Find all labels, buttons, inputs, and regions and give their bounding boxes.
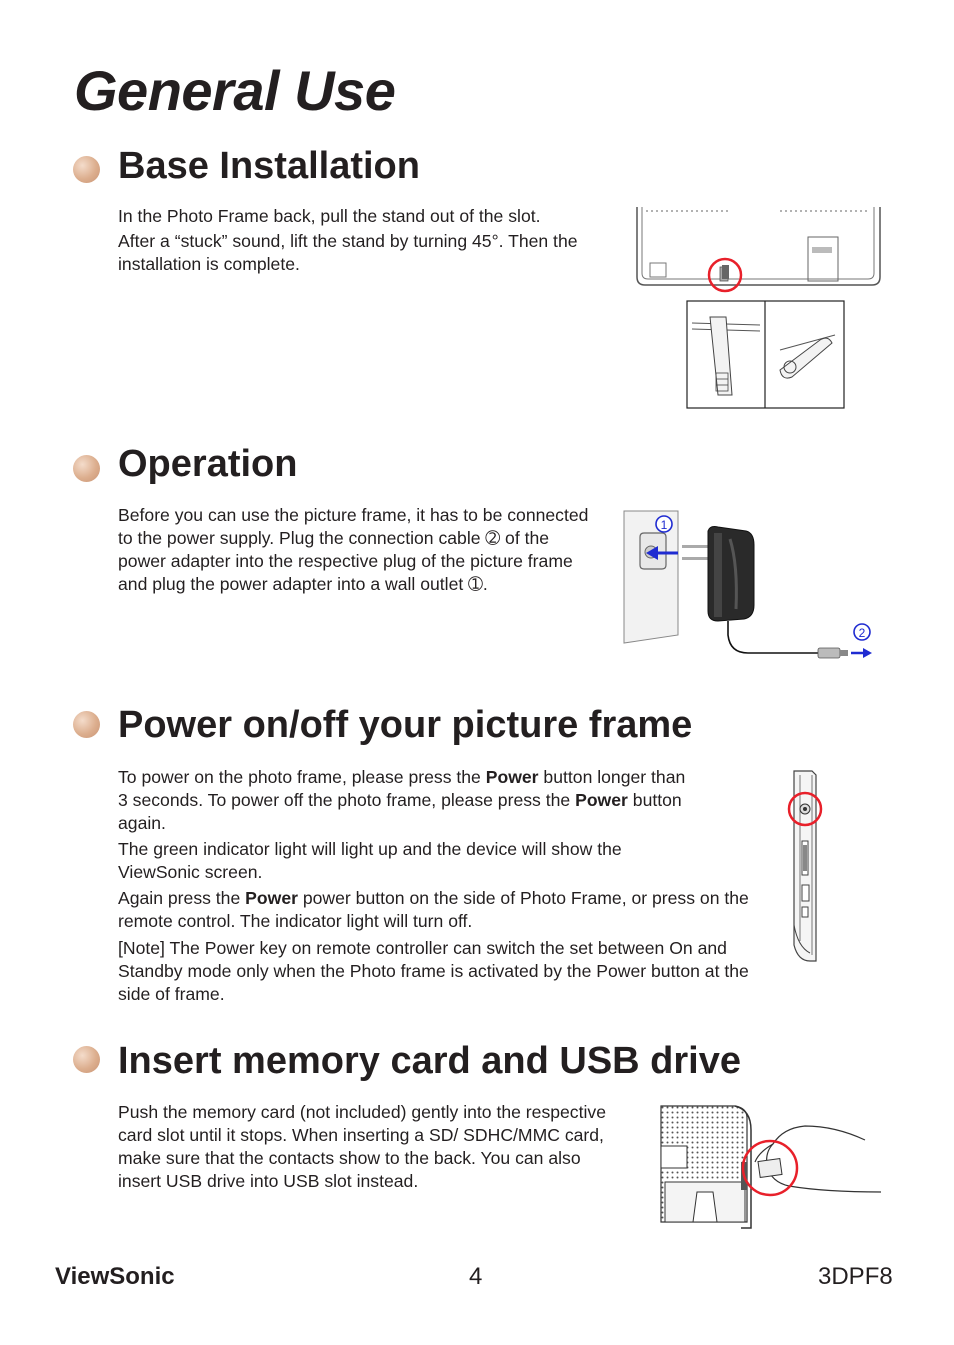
power-note: [Note] The Power key on remote controller can switch the set between On and Standby mode only when the Photo frame is activated by the Power button at the side of frame. [118, 938, 749, 1004]
heading-base-installation: Base Installation [118, 145, 420, 187]
page-title: General Use [74, 59, 396, 122]
power-keyword: Power [485, 767, 539, 787]
base-installation-text-2: After a “stuck” sound, lift the stand by turning 45°. Then the installation is complete. [118, 231, 578, 274]
footer-model: 3DPF8 [818, 1263, 893, 1290]
operation-text: Before you can use the picture frame, it has to be connected to the power supply. Plug the connection cable ➁ of the power adapter into the respective plug of the picture frame and plug the power adapter into a wall outlet ➀. [118, 505, 589, 594]
base-installation-text-1: In the Photo Frame back, pull the stand out of the slot. [118, 206, 541, 226]
power-adapter-illustration [618, 505, 880, 670]
section-bullet [73, 156, 100, 183]
footer-page-number: 4 [469, 1263, 483, 1290]
heading-operation: Operation [118, 443, 298, 485]
power-keyword: Power [245, 888, 298, 908]
heading-insert-memory-card: Insert memory card and USB drive [118, 1040, 741, 1082]
section-bullet [73, 711, 100, 738]
power-text-3: Again press the Power power button on the side of Photo Frame, or press on the remote control. The indicator light will turn off. [118, 888, 749, 931]
section-bullet [73, 455, 100, 482]
power-text-2: The green indicator light will light up and the device will show the ViewSonic screen. [118, 839, 622, 882]
side-power-button-illustration [780, 765, 830, 965]
section-bullet [73, 1046, 100, 1073]
power-keyword: Power [575, 790, 628, 810]
footer-brand: ViewSonic [55, 1263, 175, 1290]
callout-2: 2 [858, 626, 866, 640]
memory-card-insertion-illustration [655, 1100, 885, 1232]
callout-1: 1 [660, 518, 668, 532]
memory-card-text: Push the memory card (not included) gently into the respective card slot until it stops. When inserting a SD/ SDHC/MMC card, make sure that the contacts show to the back. You can also insert USB drive into USB slot instead. [118, 1102, 606, 1191]
power-text-1: To power on the photo frame, please press the Power button longer than 3 seconds. To power off the photo frame, please press the Power button again. [118, 767, 686, 833]
stand-installation-illustration [630, 205, 890, 415]
heading-power-on-off: Power on/off your picture frame [118, 704, 693, 746]
